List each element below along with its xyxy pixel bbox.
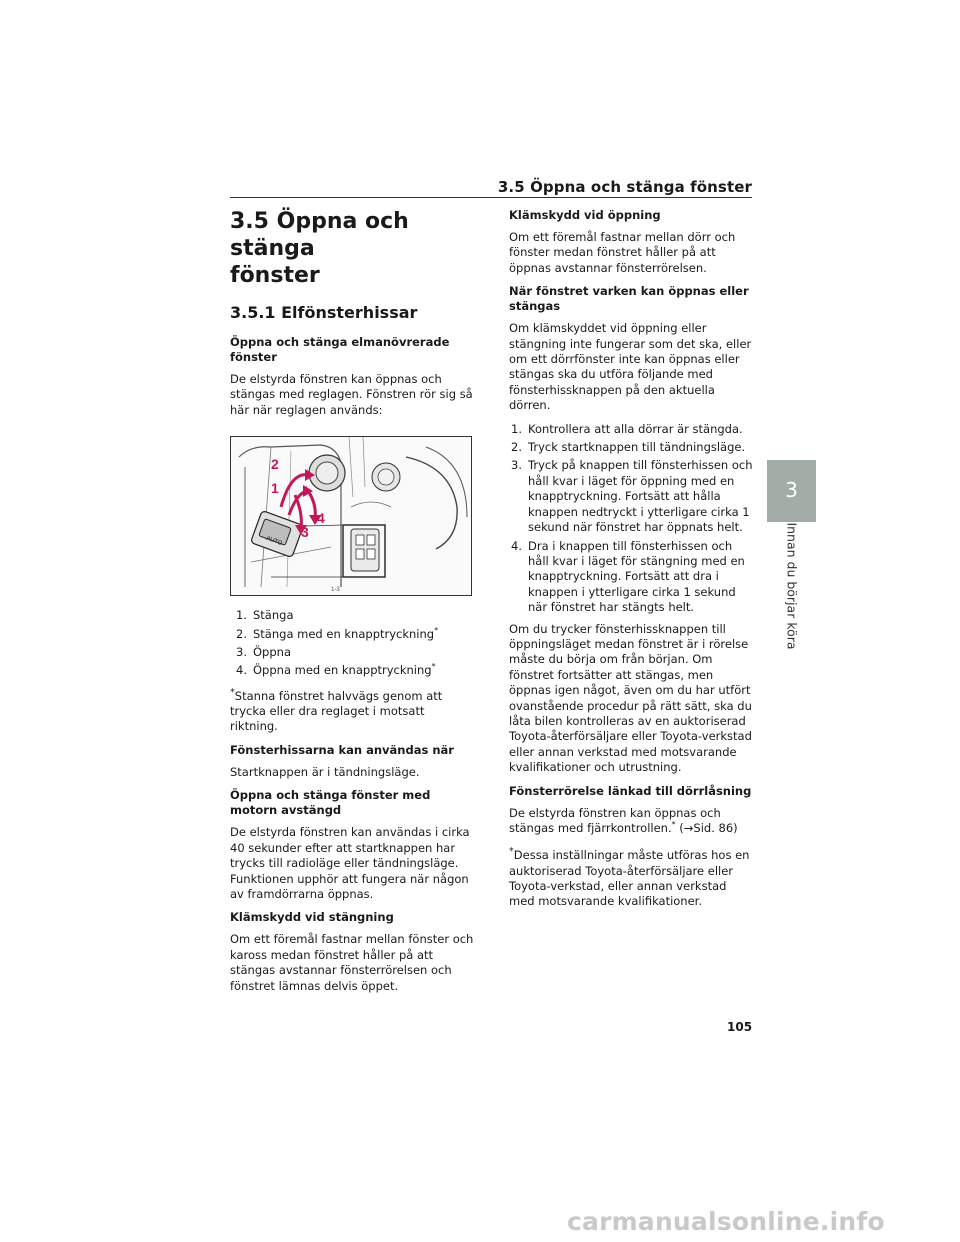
right-column [509, 208, 755, 918]
paragraph-engine-off: De elstyrda fönstren kan användas i cirka 40 sekunder efter att startknappen har trycks till radioläge eller tändningsläge. Funktionen upphör att fungera när någon av framdörrarna öppnas. [230, 825, 470, 901]
heading-engine-off: Öppna och stänga fönster med motorn avstängd [230, 788, 431, 818]
intro-paragraph: De elstyrda fönstren kan öppnas och stängas med reglagen. Fönstren rör sig så här när reglagen används: [230, 372, 473, 417]
chapter-title [230, 208, 474, 289]
chapter-number: 3 [785, 478, 798, 502]
paragraph-window-stuck: Om klämskyddet vid öppning eller stängning inte fungerar som det ska, eller om ett dörrfönster inte kan öppnas eller stängas ska du utföra följande med fönsterhissknappen på den aktuella dörren. [509, 321, 752, 413]
label-2: 2 [271, 456, 279, 473]
paragraph-jam-protection-opening: Om ett föremål fastnar mellan dörr och fönster medan fönstret håller på att öppnas avstannar fönsterrörelsen. [509, 230, 736, 275]
section-title: 3.5.1 Elfönsterhissar [230, 303, 418, 322]
paragraph-restart-procedure: Om du trycker fönsterhissknappen till öppningsläget medan fönstret är i rörelse måste du börja om från början. Om fönstret fortsätter att stängas, men öppnas igen något, även om du har utfört ovanstående procedur på rätt sätt, ska du låta bilen kontrolleras av en auktoriserad Toyota-återförsäljare eller Toyota-verkstad eller annan verkstad med motsvarande kvalifikationer och utrustning. [509, 621, 752, 775]
paragraph-door-lock-link: De elstyrda fönstren kan öppnas och stängas med fjärrkontrollen.* (→Sid. 86) [509, 805, 738, 835]
list-item: 1. Stänga [236, 608, 294, 623]
chapter-tab [767, 460, 816, 522]
chapter-title-line1: 3.5 Öppna och stänga [230, 209, 409, 261]
list-item: 4. Dra i knappen till fönsterhissen och håll kvar i läget för stängning med en knapptryckning. Fortsätt att dra i knappen i ytterligare cirka 1 sekund när fönstret har stängts helt. [511, 538, 745, 615]
heading-jam-protection-opening: Klämskydd vid öppning [509, 208, 661, 222]
label-4: 4 [317, 510, 325, 527]
list-item: 2. Tryck startknappen till tändningsläge. [511, 440, 746, 455]
list-item: 1. Kontrollera att alla dörrar är stängda. [511, 421, 743, 436]
page-number: 105 [727, 1020, 753, 1034]
left-column [230, 208, 474, 1002]
reset-procedure-list [509, 422, 755, 616]
auto-button-label: AUTO [265, 535, 283, 548]
heading-door-lock-link: Fönsterrörelse länkad till dörrlåsning [509, 783, 752, 798]
heading-when-usable: Fönsterhissarna kan användas när [230, 742, 454, 757]
heading-window-stuck: När fönstret varken kan öppnas eller stängas [509, 284, 749, 314]
window-switch-illustration [230, 436, 472, 596]
header-title: 3.5 Öppna och stänga fönster [497, 178, 752, 196]
list-item: 3. Tryck på knappen till fönsterhissen och håll kvar i läget för öppning med en knapptryckning. Fortsätt att hålla knappen nedtryckt i ytterligare cirka 1 sekund när fönstret har öppnats helt. [511, 458, 753, 535]
chapter-title-line2: fönster [230, 263, 320, 288]
footnote-dealer-settings: *Dessa inställningar måste utföras hos en auktoriserad Toyota-återförsäljare eller Toyota-verkstad, eller annan verkstad med motsvarande kvalifikationer. [509, 846, 750, 909]
operation-list [230, 608, 474, 679]
footnote-stop-halfway: *Stanna fönstret halvvägs genom att trycka eller dra reglaget i motsatt riktning. [230, 686, 443, 734]
chapter-side-label [767, 522, 816, 650]
chapter-side-label-text: Innan du börjar köra [784, 522, 799, 650]
list-item: 3. Öppna [236, 645, 291, 660]
paragraph-when-usable: Startknappen är i tändningsläge. [230, 764, 420, 779]
watermark: carmanualsonline.info [567, 1207, 885, 1236]
label-3: 3 [301, 524, 309, 541]
heading-jam-protection-closing: Klämskydd vid stängning [230, 910, 394, 925]
header-rule [230, 197, 752, 198]
list-item: 2. Stänga med en knapptryckning* [236, 625, 439, 641]
figure-code: 1-3 [331, 587, 340, 594]
paragraph-jam-protection-closing: Om ett föremål fastnar mellan fönster och kaross medan fönstret håller på att stängas avstannar fönsterrörelsen och fönstret lämnas delvis öppet. [230, 932, 474, 993]
list-item: 4. Öppna med en knapptryckning* [236, 662, 436, 678]
heading-power-windows: Öppna och stänga elmanövrerade fönster [230, 335, 450, 364]
label-1: 1 [271, 480, 279, 497]
